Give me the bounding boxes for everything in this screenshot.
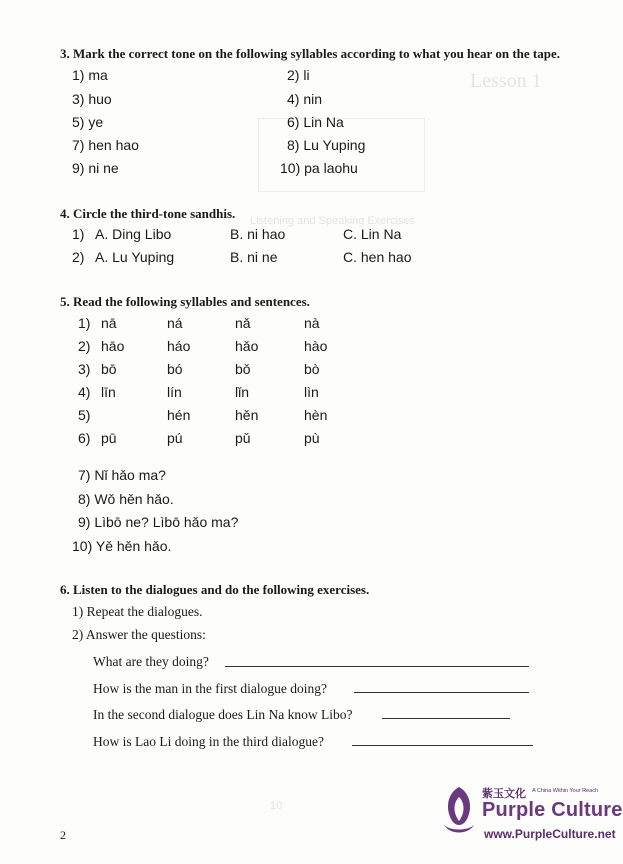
answer-line-3[interactable] — [382, 718, 510, 719]
syllable: ná — [167, 315, 183, 331]
logo-url: www.PurpleCulture.net — [484, 827, 616, 841]
question-2: How is the man in the first dialogue doing? — [93, 681, 327, 696]
syllable: pú — [167, 430, 183, 446]
option-a: A. Lu Yuping — [95, 249, 175, 265]
section-6-heading: 6. Listen to the dialogues and do the following exercises. — [60, 582, 370, 597]
sub-instruction-1: 1) Repeat the dialogues. — [72, 604, 203, 619]
option-a: A. Ding Libo — [95, 226, 172, 242]
option-b: B. ni hao — [230, 226, 286, 242]
option-number: 1) — [72, 226, 85, 242]
syllable: nā — [101, 315, 117, 331]
list-item: 1) ma — [72, 67, 108, 83]
sentence: 10) Yě hěn hǎo. — [72, 538, 172, 554]
syllable: līn — [101, 384, 116, 400]
logo-brand: Purple Culture — [482, 799, 623, 821]
sub-instruction-2: 2) Answer the questions: — [72, 627, 206, 642]
option-c: C. hen hao — [343, 249, 412, 265]
syllable: hén — [167, 407, 191, 423]
lotus-icon — [440, 785, 478, 837]
question-3: In the second dialogue does Lin Na know Libo? — [93, 707, 353, 722]
syllable: lǐn — [235, 384, 250, 400]
syllable: hào — [304, 338, 328, 354]
section-4-heading: 4. Circle the third-tone sandhis. — [60, 206, 236, 221]
row-number: 1) — [78, 315, 91, 331]
syllable: lìn — [304, 384, 319, 400]
syllable: bǒ — [235, 361, 251, 377]
syllable: hěn — [235, 407, 259, 423]
logo-chinese: 紫玉文化 — [482, 787, 526, 800]
list-item: 9) ni ne — [72, 160, 119, 176]
list-item: 5) ye — [72, 114, 104, 130]
row-number: 5) — [78, 407, 91, 423]
syllable: hāo — [101, 338, 125, 354]
list-item: 8) Lu Yuping — [287, 137, 366, 153]
option-b: B. ni ne — [230, 249, 278, 265]
syllable: pù — [304, 430, 320, 446]
question-4: How is Lao Li doing in the third dialogue? — [93, 734, 324, 749]
option-c: C. Lin Na — [343, 226, 402, 242]
answer-line-1[interactable] — [225, 666, 529, 667]
sentence: 7) Nǐ hǎo ma? — [78, 467, 166, 483]
section-5-heading: 5. Read the following syllables and sentences. — [60, 294, 310, 309]
syllable: pǔ — [235, 430, 251, 446]
section-3-heading: 3. Mark the correct tone on the following syllables according to what you hear on the tape. — [60, 46, 560, 61]
list-item: 10) pa laohu — [280, 160, 358, 176]
syllable: bó — [167, 361, 183, 377]
page-number: 2 — [60, 828, 66, 842]
logo-tagline: A China Within Your Reach — [532, 788, 599, 794]
syllable: nà — [304, 315, 320, 331]
row-number: 6) — [78, 430, 91, 446]
syllable: bò — [304, 361, 320, 377]
list-item: 2) li — [287, 67, 310, 83]
row-number: 4) — [78, 384, 91, 400]
syllable: lín — [167, 384, 182, 400]
row-number: 3) — [78, 361, 91, 377]
list-item: 7) hen hao — [72, 137, 139, 153]
syllable: nǎ — [235, 315, 251, 331]
sentence: 8) Wǒ hěn hǎo. — [78, 491, 174, 507]
row-number: 2) — [78, 338, 91, 354]
list-item: 4) nin — [287, 91, 323, 107]
list-item: 3) huo — [72, 91, 112, 107]
syllable: hèn — [304, 407, 328, 423]
syllable: hǎo — [235, 338, 259, 354]
question-1: What are they doing? — [93, 654, 209, 669]
syllable: pū — [101, 430, 117, 446]
sentence: 9) Lìbō ne? Lìbō hǎo ma? — [78, 514, 239, 530]
list-item: 6) Lin Na — [287, 114, 344, 130]
purple-culture-logo — [440, 773, 623, 855]
syllable: háo — [167, 338, 191, 354]
option-number: 2) — [72, 249, 85, 265]
syllable: bō — [101, 361, 117, 377]
answer-line-4[interactable] — [352, 745, 533, 746]
answer-line-2[interactable] — [354, 692, 529, 693]
